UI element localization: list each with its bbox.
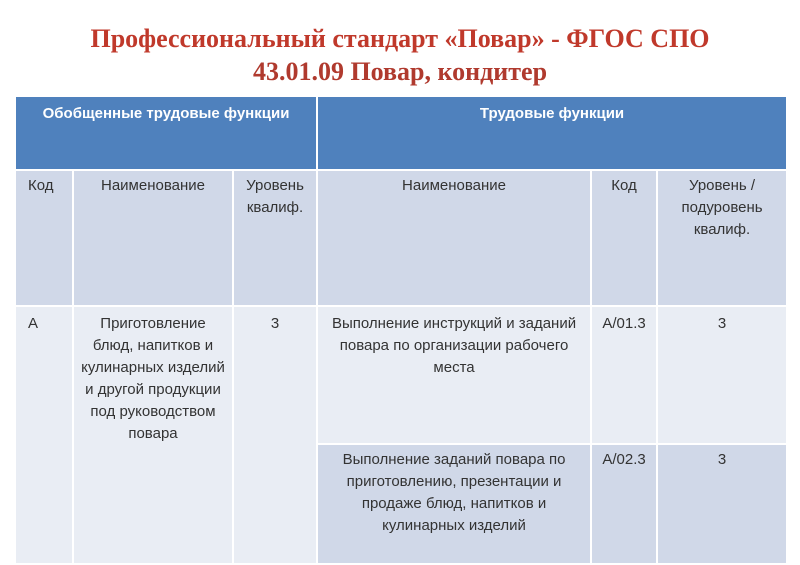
- tf-name-cell: Выполнение инструкций и заданий повара по организации рабочего места: [317, 306, 591, 444]
- col-header-name: Наименование: [73, 170, 233, 306]
- gf-code-cell: А: [15, 306, 73, 564]
- col-header-code: Код: [15, 170, 73, 306]
- table-row: [15, 306, 787, 444]
- title-line-1: Профессиональный стандарт «Повар» - ФГОС СПО: [90, 24, 710, 53]
- standards-table: [14, 95, 788, 565]
- tf-code-cell: A/02.3: [591, 444, 657, 564]
- group-header-functions: Трудовые функции: [317, 96, 787, 170]
- tf-level-cell: 3: [657, 306, 787, 444]
- tf-code-cell: A/01.3: [591, 306, 657, 444]
- tf-name-cell: Выполнение заданий повара по приготовлению, презентации и продаже блюд, напитков и кулинарных изделий: [317, 444, 591, 564]
- col-header-level: Уровень квалиф.: [233, 170, 317, 306]
- title-line-2: 43.01.09 Повар, кондитер: [252, 57, 548, 86]
- group-header-row: [15, 96, 787, 170]
- column-header-row: [15, 170, 787, 306]
- col-header-tf-name: Наименование: [317, 170, 591, 306]
- col-header-tf-code: Код: [591, 170, 657, 306]
- gf-name-cell: Приготовление блюд, напитков и кулинарных изделий и другой продукции под руководством повара: [73, 306, 233, 564]
- col-header-tf-level: Уровень /подуровень квалиф.: [657, 170, 787, 306]
- group-header-generalized: Обобщенные трудовые функции: [15, 96, 317, 170]
- tf-level-cell: 3: [657, 444, 787, 564]
- page-title: [0, 22, 800, 88]
- gf-level-cell: 3: [233, 306, 317, 564]
